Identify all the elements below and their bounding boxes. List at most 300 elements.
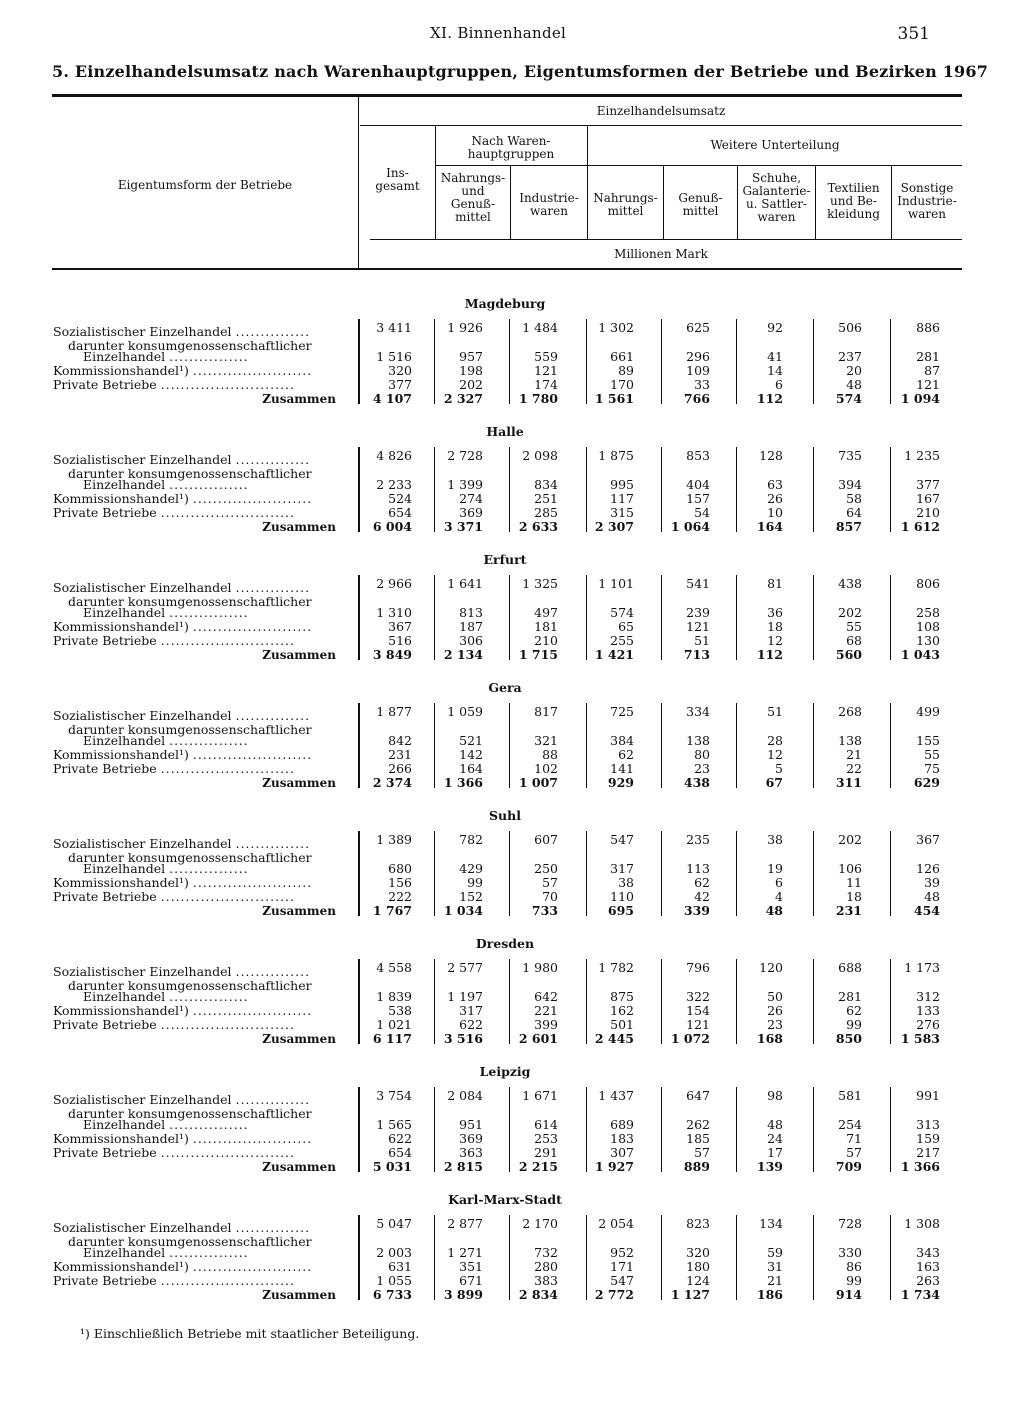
row-label-sozialistischer bbox=[53, 708, 310, 723]
cell-zusammen-sonstige-industriewaren: 1 583 bbox=[900, 1031, 940, 1046]
column-divider bbox=[434, 319, 435, 404]
row-label-text: Kommissionshandel¹) bbox=[53, 1131, 189, 1146]
cell-kommissionshandel-sonstige-industriewaren: 167 bbox=[916, 491, 940, 506]
cell-sozialistischer-einzelhandel-textilien-bekleidung: 506 bbox=[838, 320, 862, 335]
column-divider bbox=[509, 831, 510, 916]
cell-kommissionshandel-nahrungsmittel: 162 bbox=[610, 1003, 634, 1018]
cell-private-betriebe-nahrungsmittel: 110 bbox=[610, 889, 634, 904]
cell-private-betriebe-sonstige-industriewaren: 130 bbox=[916, 633, 940, 648]
leader-dots: ........................... bbox=[160, 761, 295, 776]
column-divider bbox=[661, 959, 662, 1044]
column-divider bbox=[358, 319, 360, 404]
leader-dots: ............... bbox=[235, 324, 311, 339]
row-label-text: Private Betriebe bbox=[53, 1273, 157, 1288]
leader-dots: ........................... bbox=[160, 1145, 295, 1160]
cell-private-betriebe-schuhe-galanterie: 17 bbox=[767, 1145, 783, 1160]
cell-kommissionshandel-insgesamt: 156 bbox=[388, 875, 412, 890]
column-header-4: Nahrungs- mittel bbox=[593, 191, 658, 218]
row-label-text: Kommissionshandel¹) bbox=[53, 747, 189, 762]
column-divider bbox=[358, 703, 360, 788]
column-divider bbox=[736, 831, 737, 916]
cell-private-betriebe-nahrungs-genussmittel: 152 bbox=[459, 889, 483, 904]
header-unit: Millionen Mark bbox=[614, 247, 708, 261]
leader-dots: ................ bbox=[169, 1117, 249, 1132]
column-divider bbox=[736, 447, 737, 532]
column-divider bbox=[890, 1215, 891, 1300]
cell-kommissionshandel-schuhe-galanterie: 14 bbox=[767, 363, 783, 378]
cell-zusammen-insgesamt: 1 767 bbox=[372, 903, 412, 918]
header-vline-stub bbox=[358, 96, 359, 268]
row-label-kommissionshandel bbox=[53, 619, 312, 634]
cell-konsumgenossenschaftlicher-einzelhandel-schuhe-galanterie: 63 bbox=[767, 477, 783, 492]
cell-sozialistischer-einzelhandel-sonstige-industriewaren: 1 173 bbox=[904, 960, 940, 975]
cell-kommissionshandel-schuhe-galanterie: 12 bbox=[767, 747, 783, 762]
cell-konsumgenossenschaftlicher-einzelhandel-textilien-bekleidung: 254 bbox=[838, 1117, 862, 1132]
cell-private-betriebe-genussmittel: 33 bbox=[694, 377, 710, 392]
leader-dots: ............... bbox=[235, 452, 311, 467]
region-block bbox=[0, 296, 1024, 424]
column-divider bbox=[434, 575, 435, 660]
cell-zusammen-genussmittel: 713 bbox=[683, 647, 710, 662]
cell-zusammen-industriewaren: 2 215 bbox=[518, 1159, 558, 1174]
cell-private-betriebe-nahrungsmittel: 315 bbox=[610, 505, 634, 520]
cell-konsumgenossenschaftlicher-einzelhandel-insgesamt: 2 233 bbox=[376, 477, 412, 492]
cell-kommissionshandel-genussmittel: 185 bbox=[686, 1131, 710, 1146]
cell-sozialistischer-einzelhandel-sonstige-industriewaren: 991 bbox=[916, 1088, 940, 1103]
cell-private-betriebe-schuhe-galanterie: 5 bbox=[775, 761, 783, 776]
cell-private-betriebe-schuhe-galanterie: 6 bbox=[775, 377, 783, 392]
cell-zusammen-sonstige-industriewaren: 1 612 bbox=[900, 519, 940, 534]
cell-private-betriebe-insgesamt: 654 bbox=[388, 1145, 412, 1160]
row-label-zusammen: Zusammen bbox=[262, 1032, 336, 1046]
cell-zusammen-schuhe-galanterie: 164 bbox=[756, 519, 783, 534]
header-rule-columns bbox=[370, 239, 962, 240]
column-divider bbox=[736, 959, 737, 1044]
cell-private-betriebe-nahrungsmittel: 307 bbox=[610, 1145, 634, 1160]
row-label-text: Private Betriebe bbox=[53, 377, 157, 392]
cell-sozialistischer-einzelhandel-genussmittel: 647 bbox=[686, 1088, 710, 1103]
cell-sozialistischer-einzelhandel-genussmittel: 796 bbox=[686, 960, 710, 975]
row-label-private bbox=[53, 889, 295, 904]
column-divider bbox=[661, 703, 662, 788]
column-divider bbox=[586, 1087, 587, 1172]
cell-private-betriebe-industriewaren: 399 bbox=[534, 1017, 558, 1032]
column-divider bbox=[813, 703, 814, 788]
column-divider bbox=[661, 447, 662, 532]
cell-kommissionshandel-nahrungs-genussmittel: 317 bbox=[459, 1003, 483, 1018]
row-label-private bbox=[53, 1273, 295, 1288]
column-divider bbox=[509, 703, 510, 788]
cell-konsumgenossenschaftlicher-einzelhandel-textilien-bekleidung: 237 bbox=[838, 349, 862, 364]
cell-sozialistischer-einzelhandel-nahrungsmittel: 1 437 bbox=[598, 1088, 634, 1103]
cell-sozialistischer-einzelhandel-insgesamt: 5 047 bbox=[376, 1216, 412, 1231]
leader-dots: ........................ bbox=[192, 747, 313, 762]
cell-konsumgenossenschaftlicher-einzelhandel-nahrungsmittel: 952 bbox=[610, 1245, 634, 1260]
cell-zusammen-insgesamt: 5 031 bbox=[372, 1159, 412, 1174]
cell-sozialistischer-einzelhandel-industriewaren: 1 484 bbox=[522, 320, 558, 335]
cell-zusammen-genussmittel: 1 127 bbox=[670, 1287, 710, 1302]
cell-konsumgenossenschaftlicher-einzelhandel-sonstige-industriewaren: 155 bbox=[916, 733, 940, 748]
cell-private-betriebe-insgesamt: 377 bbox=[388, 377, 412, 392]
cell-konsumgenossenschaftlicher-einzelhandel-industriewaren: 559 bbox=[534, 349, 558, 364]
cell-kommissionshandel-genussmittel: 80 bbox=[694, 747, 710, 762]
row-label-einzelhandel bbox=[83, 733, 249, 748]
leader-dots: ........................ bbox=[192, 1131, 313, 1146]
cell-private-betriebe-industriewaren: 291 bbox=[534, 1145, 558, 1160]
footnote: ¹) Einschließlich Betriebe mit staatlicher Beteiligung. bbox=[80, 1326, 420, 1341]
cell-sozialistischer-einzelhandel-genussmittel: 625 bbox=[686, 320, 710, 335]
cell-sozialistischer-einzelhandel-sonstige-industriewaren: 806 bbox=[916, 576, 940, 591]
region-name: Magdeburg bbox=[464, 296, 546, 311]
column-divider bbox=[890, 447, 891, 532]
cell-zusammen-sonstige-industriewaren: 1 366 bbox=[900, 1159, 940, 1174]
cell-private-betriebe-nahrungs-genussmittel: 671 bbox=[459, 1273, 483, 1288]
column-divider bbox=[509, 1215, 510, 1300]
row-label-kommissionshandel bbox=[53, 875, 312, 890]
cell-konsumgenossenschaftlicher-einzelhandel-genussmittel: 322 bbox=[686, 989, 710, 1004]
column-divider bbox=[736, 703, 737, 788]
row-label-kommissionshandel bbox=[53, 1259, 312, 1274]
row-label-sozialistischer bbox=[53, 580, 310, 595]
row-label-zusammen: Zusammen bbox=[262, 776, 336, 790]
cell-private-betriebe-schuhe-galanterie: 23 bbox=[767, 1017, 783, 1032]
cell-konsumgenossenschaftlicher-einzelhandel-genussmittel: 404 bbox=[686, 477, 710, 492]
cell-private-betriebe-nahrungsmittel: 547 bbox=[610, 1273, 634, 1288]
cell-zusammen-schuhe-galanterie: 139 bbox=[756, 1159, 783, 1174]
cell-sozialistischer-einzelhandel-sonstige-industriewaren: 886 bbox=[916, 320, 940, 335]
cell-kommissionshandel-textilien-bekleidung: 86 bbox=[846, 1259, 862, 1274]
column-divider bbox=[586, 447, 587, 532]
cell-konsumgenossenschaftlicher-einzelhandel-nahrungs-genussmittel: 957 bbox=[459, 349, 483, 364]
cell-zusammen-nahrungs-genussmittel: 1 034 bbox=[443, 903, 483, 918]
column-divider bbox=[890, 831, 891, 916]
cell-zusammen-sonstige-industriewaren: 454 bbox=[913, 903, 940, 918]
cell-kommissionshandel-industriewaren: 88 bbox=[542, 747, 558, 762]
cell-private-betriebe-nahrungsmittel: 501 bbox=[610, 1017, 634, 1032]
cell-kommissionshandel-insgesamt: 320 bbox=[388, 363, 412, 378]
column-divider bbox=[434, 959, 435, 1044]
column-divider bbox=[434, 447, 435, 532]
cell-konsumgenossenschaftlicher-einzelhandel-nahrungs-genussmittel: 1 197 bbox=[447, 989, 483, 1004]
cell-sozialistischer-einzelhandel-insgesamt: 4 558 bbox=[376, 960, 412, 975]
cell-kommissionshandel-sonstige-industriewaren: 159 bbox=[916, 1131, 940, 1146]
cell-kommissionshandel-nahrungs-genussmittel: 187 bbox=[459, 619, 483, 634]
cell-sozialistischer-einzelhandel-genussmittel: 334 bbox=[686, 704, 710, 719]
cell-sozialistischer-einzelhandel-nahrungsmittel: 1 101 bbox=[598, 576, 634, 591]
cell-sozialistischer-einzelhandel-insgesamt: 2 966 bbox=[376, 576, 412, 591]
cell-kommissionshandel-industriewaren: 121 bbox=[534, 363, 558, 378]
column-divider bbox=[434, 1215, 435, 1300]
header-einzelhandelsumsatz: Einzelhandelsumsatz bbox=[596, 104, 726, 118]
cell-konsumgenossenschaftlicher-einzelhandel-sonstige-industriewaren: 312 bbox=[916, 989, 940, 1004]
cell-kommissionshandel-schuhe-galanterie: 24 bbox=[767, 1131, 783, 1146]
cell-private-betriebe-sonstige-industriewaren: 48 bbox=[924, 889, 940, 904]
cell-sozialistischer-einzelhandel-nahrungs-genussmittel: 1 926 bbox=[447, 320, 483, 335]
cell-zusammen-nahrungsmittel: 2 445 bbox=[594, 1031, 634, 1046]
cell-konsumgenossenschaftlicher-einzelhandel-nahrungs-genussmittel: 1 271 bbox=[447, 1245, 483, 1260]
column-divider bbox=[813, 447, 814, 532]
cell-sozialistischer-einzelhandel-nahrungsmittel: 1 782 bbox=[598, 960, 634, 975]
cell-sozialistischer-einzelhandel-textilien-bekleidung: 735 bbox=[838, 448, 862, 463]
row-label-zusammen: Zusammen bbox=[262, 904, 336, 918]
cell-sozialistischer-einzelhandel-textilien-bekleidung: 581 bbox=[838, 1088, 862, 1103]
cell-kommissionshandel-insgesamt: 622 bbox=[388, 1131, 412, 1146]
cell-sozialistischer-einzelhandel-insgesamt: 3 411 bbox=[376, 320, 412, 335]
cell-private-betriebe-textilien-bekleidung: 68 bbox=[846, 633, 862, 648]
column-divider bbox=[813, 1215, 814, 1300]
cell-konsumgenossenschaftlicher-einzelhandel-schuhe-galanterie: 36 bbox=[767, 605, 783, 620]
column-divider bbox=[890, 1087, 891, 1172]
cell-kommissionshandel-insgesamt: 231 bbox=[388, 747, 412, 762]
cell-private-betriebe-insgesamt: 1 021 bbox=[376, 1017, 412, 1032]
row-label-einzelhandel bbox=[83, 605, 249, 620]
cell-kommissionshandel-sonstige-industriewaren: 108 bbox=[916, 619, 940, 634]
cell-zusammen-textilien-bekleidung: 850 bbox=[835, 1031, 862, 1046]
cell-kommissionshandel-textilien-bekleidung: 62 bbox=[846, 1003, 862, 1018]
cell-konsumgenossenschaftlicher-einzelhandel-nahrungsmittel: 875 bbox=[610, 989, 634, 1004]
cell-zusammen-genussmittel: 1 072 bbox=[670, 1031, 710, 1046]
row-label-text: Sozialistischer Einzelhandel bbox=[53, 580, 232, 595]
cell-konsumgenossenschaftlicher-einzelhandel-nahrungs-genussmittel: 521 bbox=[459, 733, 483, 748]
cell-kommissionshandel-nahrungsmittel: 38 bbox=[618, 875, 634, 890]
row-label-text: darunter konsumgenossenschaftlicher bbox=[68, 1106, 312, 1121]
region-block bbox=[0, 808, 1024, 936]
row-label-text: darunter konsumgenossenschaftlicher bbox=[68, 1234, 312, 1249]
cell-kommissionshandel-industriewaren: 280 bbox=[534, 1259, 558, 1274]
cell-zusammen-nahrungsmittel: 1 421 bbox=[594, 647, 634, 662]
leader-dots: ............... bbox=[235, 580, 311, 595]
cell-zusammen-nahrungs-genussmittel: 3 899 bbox=[443, 1287, 483, 1302]
cell-kommissionshandel-textilien-bekleidung: 55 bbox=[846, 619, 862, 634]
row-label-text: Kommissionshandel¹) bbox=[53, 491, 189, 506]
cell-private-betriebe-nahrungsmittel: 170 bbox=[610, 377, 634, 392]
cell-zusammen-sonstige-industriewaren: 1 094 bbox=[900, 391, 940, 406]
cell-kommissionshandel-schuhe-galanterie: 26 bbox=[767, 1003, 783, 1018]
cell-sozialistischer-einzelhandel-nahrungs-genussmittel: 2 728 bbox=[447, 448, 483, 463]
cell-kommissionshandel-textilien-bekleidung: 21 bbox=[846, 747, 862, 762]
row-label-einzelhandel bbox=[83, 1117, 249, 1132]
column-header-8: Sonstige Industrie- waren bbox=[897, 181, 957, 221]
column-divider bbox=[358, 1087, 360, 1172]
column-divider bbox=[661, 575, 662, 660]
cell-konsumgenossenschaftlicher-einzelhandel-insgesamt: 842 bbox=[388, 733, 412, 748]
row-label-text: Kommissionshandel¹) bbox=[53, 363, 189, 378]
leader-dots: ............... bbox=[235, 836, 311, 851]
cell-zusammen-industriewaren: 1 780 bbox=[518, 391, 558, 406]
cell-private-betriebe-textilien-bekleidung: 99 bbox=[846, 1017, 862, 1032]
cell-zusammen-textilien-bekleidung: 231 bbox=[835, 903, 862, 918]
leader-dots: ........................ bbox=[192, 363, 313, 378]
cell-kommissionshandel-industriewaren: 57 bbox=[542, 875, 558, 890]
column-divider bbox=[661, 1215, 662, 1300]
cell-sozialistischer-einzelhandel-nahrungs-genussmittel: 1 641 bbox=[447, 576, 483, 591]
cell-konsumgenossenschaftlicher-einzelhandel-textilien-bekleidung: 281 bbox=[838, 989, 862, 1004]
column-divider bbox=[509, 319, 510, 404]
cell-konsumgenossenschaftlicher-einzelhandel-textilien-bekleidung: 330 bbox=[838, 1245, 862, 1260]
cell-private-betriebe-nahrungs-genussmittel: 306 bbox=[459, 633, 483, 648]
cell-private-betriebe-insgesamt: 222 bbox=[388, 889, 412, 904]
cell-zusammen-insgesamt: 6 004 bbox=[372, 519, 412, 534]
cell-kommissionshandel-nahrungsmittel: 65 bbox=[618, 619, 634, 634]
region-name: Halle bbox=[486, 424, 524, 439]
cell-konsumgenossenschaftlicher-einzelhandel-insgesamt: 1 310 bbox=[376, 605, 412, 620]
cell-private-betriebe-textilien-bekleidung: 99 bbox=[846, 1273, 862, 1288]
cell-konsumgenossenschaftlicher-einzelhandel-sonstige-industriewaren: 281 bbox=[916, 349, 940, 364]
row-label-private bbox=[53, 1145, 295, 1160]
cell-private-betriebe-textilien-bekleidung: 22 bbox=[846, 761, 862, 776]
column-divider bbox=[890, 959, 891, 1044]
cell-konsumgenossenschaftlicher-einzelhandel-nahrungsmittel: 317 bbox=[610, 861, 634, 876]
cell-konsumgenossenschaftlicher-einzelhandel-genussmittel: 113 bbox=[686, 861, 710, 876]
cell-sozialistischer-einzelhandel-textilien-bekleidung: 438 bbox=[838, 576, 862, 591]
cell-zusammen-industriewaren: 1 715 bbox=[518, 647, 558, 662]
cell-zusammen-textilien-bekleidung: 709 bbox=[835, 1159, 862, 1174]
cell-sozialistischer-einzelhandel-schuhe-galanterie: 120 bbox=[759, 960, 783, 975]
column-divider bbox=[813, 319, 814, 404]
cell-sozialistischer-einzelhandel-insgesamt: 3 754 bbox=[376, 1088, 412, 1103]
cell-private-betriebe-nahrungs-genussmittel: 202 bbox=[459, 377, 483, 392]
cell-sozialistischer-einzelhandel-sonstige-industriewaren: 367 bbox=[916, 832, 940, 847]
leader-dots: ........................ bbox=[192, 491, 313, 506]
cell-private-betriebe-insgesamt: 266 bbox=[388, 761, 412, 776]
cell-konsumgenossenschaftlicher-einzelhandel-textilien-bekleidung: 106 bbox=[838, 861, 862, 876]
leader-dots: ................ bbox=[169, 733, 249, 748]
row-label-text: Private Betriebe bbox=[53, 505, 157, 520]
cell-kommissionshandel-nahrungsmittel: 183 bbox=[610, 1131, 634, 1146]
cell-zusammen-nahrungs-genussmittel: 2 134 bbox=[443, 647, 483, 662]
table-title: 5. Einzelhandelsumsatz nach Warenhauptgruppen, Eigentumsformen der Betriebe und Bezirken 1967 bbox=[52, 62, 989, 81]
cell-zusammen-schuhe-galanterie: 186 bbox=[756, 1287, 783, 1302]
cell-kommissionshandel-insgesamt: 538 bbox=[388, 1003, 412, 1018]
column-divider bbox=[661, 1087, 662, 1172]
column-divider bbox=[434, 831, 435, 916]
column-divider bbox=[813, 575, 814, 660]
cell-private-betriebe-insgesamt: 1 055 bbox=[376, 1273, 412, 1288]
row-label-sozialistischer bbox=[53, 1220, 310, 1235]
column-divider bbox=[358, 959, 360, 1044]
cell-konsumgenossenschaftlicher-einzelhandel-genussmittel: 239 bbox=[686, 605, 710, 620]
cell-sozialistischer-einzelhandel-textilien-bekleidung: 688 bbox=[838, 960, 862, 975]
cell-zusammen-insgesamt: 6 733 bbox=[372, 1287, 412, 1302]
row-label-private bbox=[53, 761, 295, 776]
header-bottom-rule bbox=[52, 268, 962, 270]
cell-sozialistischer-einzelhandel-sonstige-industriewaren: 499 bbox=[916, 704, 940, 719]
cell-private-betriebe-sonstige-industriewaren: 121 bbox=[916, 377, 940, 392]
column-divider bbox=[813, 1087, 814, 1172]
leader-dots: ................ bbox=[169, 477, 249, 492]
cell-konsumgenossenschaftlicher-einzelhandel-nahrungsmittel: 689 bbox=[610, 1117, 634, 1132]
cell-zusammen-textilien-bekleidung: 311 bbox=[835, 775, 862, 790]
cell-sozialistischer-einzelhandel-schuhe-galanterie: 81 bbox=[767, 576, 783, 591]
row-label-kommissionshandel bbox=[53, 1131, 312, 1146]
cell-konsumgenossenschaftlicher-einzelhandel-insgesamt: 1 565 bbox=[376, 1117, 412, 1132]
row-label-text: darunter konsumgenossenschaftlicher bbox=[68, 466, 312, 481]
cell-private-betriebe-sonstige-industriewaren: 276 bbox=[916, 1017, 940, 1032]
row-label-text: Einzelhandel bbox=[83, 349, 166, 364]
header-rule-groups bbox=[435, 165, 962, 166]
cell-kommissionshandel-genussmittel: 154 bbox=[686, 1003, 710, 1018]
leader-dots: ........................... bbox=[160, 633, 295, 648]
cell-konsumgenossenschaftlicher-einzelhandel-nahrungsmittel: 574 bbox=[610, 605, 634, 620]
cell-konsumgenossenschaftlicher-einzelhandel-sonstige-industriewaren: 377 bbox=[916, 477, 940, 492]
cell-konsumgenossenschaftlicher-einzelhandel-textilien-bekleidung: 138 bbox=[838, 733, 862, 748]
row-label-text: darunter konsumgenossenschaftlicher bbox=[68, 338, 312, 353]
cell-kommissionshandel-nahrungs-genussmittel: 99 bbox=[467, 875, 483, 890]
column-header-3: Industrie- waren bbox=[519, 191, 579, 218]
column-divider bbox=[509, 447, 510, 532]
row-label-text: Einzelhandel bbox=[83, 733, 166, 748]
column-divider bbox=[736, 575, 737, 660]
cell-konsumgenossenschaftlicher-einzelhandel-schuhe-galanterie: 19 bbox=[767, 861, 783, 876]
row-label-sozialistischer bbox=[53, 836, 310, 851]
cell-private-betriebe-industriewaren: 383 bbox=[534, 1273, 558, 1288]
cell-zusammen-textilien-bekleidung: 914 bbox=[835, 1287, 862, 1302]
cell-kommissionshandel-nahrungsmittel: 117 bbox=[610, 491, 634, 506]
leader-dots: ................ bbox=[169, 349, 249, 364]
row-label-text: Einzelhandel bbox=[83, 861, 166, 876]
column-divider bbox=[586, 831, 587, 916]
cell-private-betriebe-genussmittel: 23 bbox=[694, 761, 710, 776]
cell-konsumgenossenschaftlicher-einzelhandel-nahrungs-genussmittel: 1 399 bbox=[447, 477, 483, 492]
cell-sozialistischer-einzelhandel-schuhe-galanterie: 134 bbox=[759, 1216, 783, 1231]
row-label-zusammen: Zusammen bbox=[262, 392, 336, 406]
row-label-kommissionshandel bbox=[53, 1003, 312, 1018]
cell-sozialistischer-einzelhandel-nahrungsmittel: 547 bbox=[610, 832, 634, 847]
row-label-einzelhandel bbox=[83, 349, 249, 364]
column-divider bbox=[586, 703, 587, 788]
cell-private-betriebe-textilien-bekleidung: 48 bbox=[846, 377, 862, 392]
cell-sozialistischer-einzelhandel-nahrungs-genussmittel: 2 877 bbox=[447, 1216, 483, 1231]
cell-konsumgenossenschaftlicher-einzelhandel-genussmittel: 138 bbox=[686, 733, 710, 748]
row-label-einzelhandel bbox=[83, 1245, 249, 1260]
cell-private-betriebe-industriewaren: 70 bbox=[542, 889, 558, 904]
leader-dots: ........................... bbox=[160, 377, 295, 392]
cell-private-betriebe-nahrungs-genussmittel: 363 bbox=[459, 1145, 483, 1160]
cell-zusammen-nahrungs-genussmittel: 3 371 bbox=[443, 519, 483, 534]
region-block bbox=[0, 552, 1024, 680]
cell-konsumgenossenschaftlicher-einzelhandel-schuhe-galanterie: 59 bbox=[767, 1245, 783, 1260]
column-divider bbox=[358, 575, 360, 660]
leader-dots: ........................ bbox=[192, 1259, 313, 1274]
cell-konsumgenossenschaftlicher-einzelhandel-industriewaren: 834 bbox=[534, 477, 558, 492]
region-name: Dresden bbox=[475, 936, 535, 951]
leader-dots: ............... bbox=[235, 964, 311, 979]
cell-zusammen-sonstige-industriewaren: 1 734 bbox=[900, 1287, 940, 1302]
cell-sozialistischer-einzelhandel-schuhe-galanterie: 51 bbox=[767, 704, 783, 719]
row-label-kommissionshandel bbox=[53, 491, 312, 506]
section-title: XI. Binnenhandel bbox=[430, 24, 567, 42]
row-label-private bbox=[53, 1017, 295, 1032]
cell-private-betriebe-industriewaren: 285 bbox=[534, 505, 558, 520]
row-label-einzelhandel bbox=[83, 861, 249, 876]
cell-zusammen-schuhe-galanterie: 112 bbox=[756, 391, 783, 406]
column-divider bbox=[736, 1215, 737, 1300]
leader-dots: ........................... bbox=[160, 889, 295, 904]
leader-dots: ........................ bbox=[192, 619, 313, 634]
cell-zusammen-nahrungsmittel: 2 307 bbox=[594, 519, 634, 534]
row-label-text: Sozialistischer Einzelhandel bbox=[53, 324, 232, 339]
cell-konsumgenossenschaftlicher-einzelhandel-nahrungsmittel: 995 bbox=[610, 477, 634, 492]
cell-zusammen-textilien-bekleidung: 857 bbox=[835, 519, 862, 534]
cell-kommissionshandel-genussmittel: 157 bbox=[686, 491, 710, 506]
region-block bbox=[0, 680, 1024, 808]
column-header-6: Schuhe, Galanterie- u. Sattler- waren bbox=[742, 171, 811, 224]
column-header-7: Textilien und Be- kleidung bbox=[827, 181, 880, 221]
leader-dots: ............... bbox=[235, 1092, 311, 1107]
cell-zusammen-schuhe-galanterie: 48 bbox=[765, 903, 783, 918]
cell-konsumgenossenschaftlicher-einzelhandel-nahrungsmittel: 661 bbox=[610, 349, 634, 364]
cell-kommissionshandel-textilien-bekleidung: 58 bbox=[846, 491, 862, 506]
